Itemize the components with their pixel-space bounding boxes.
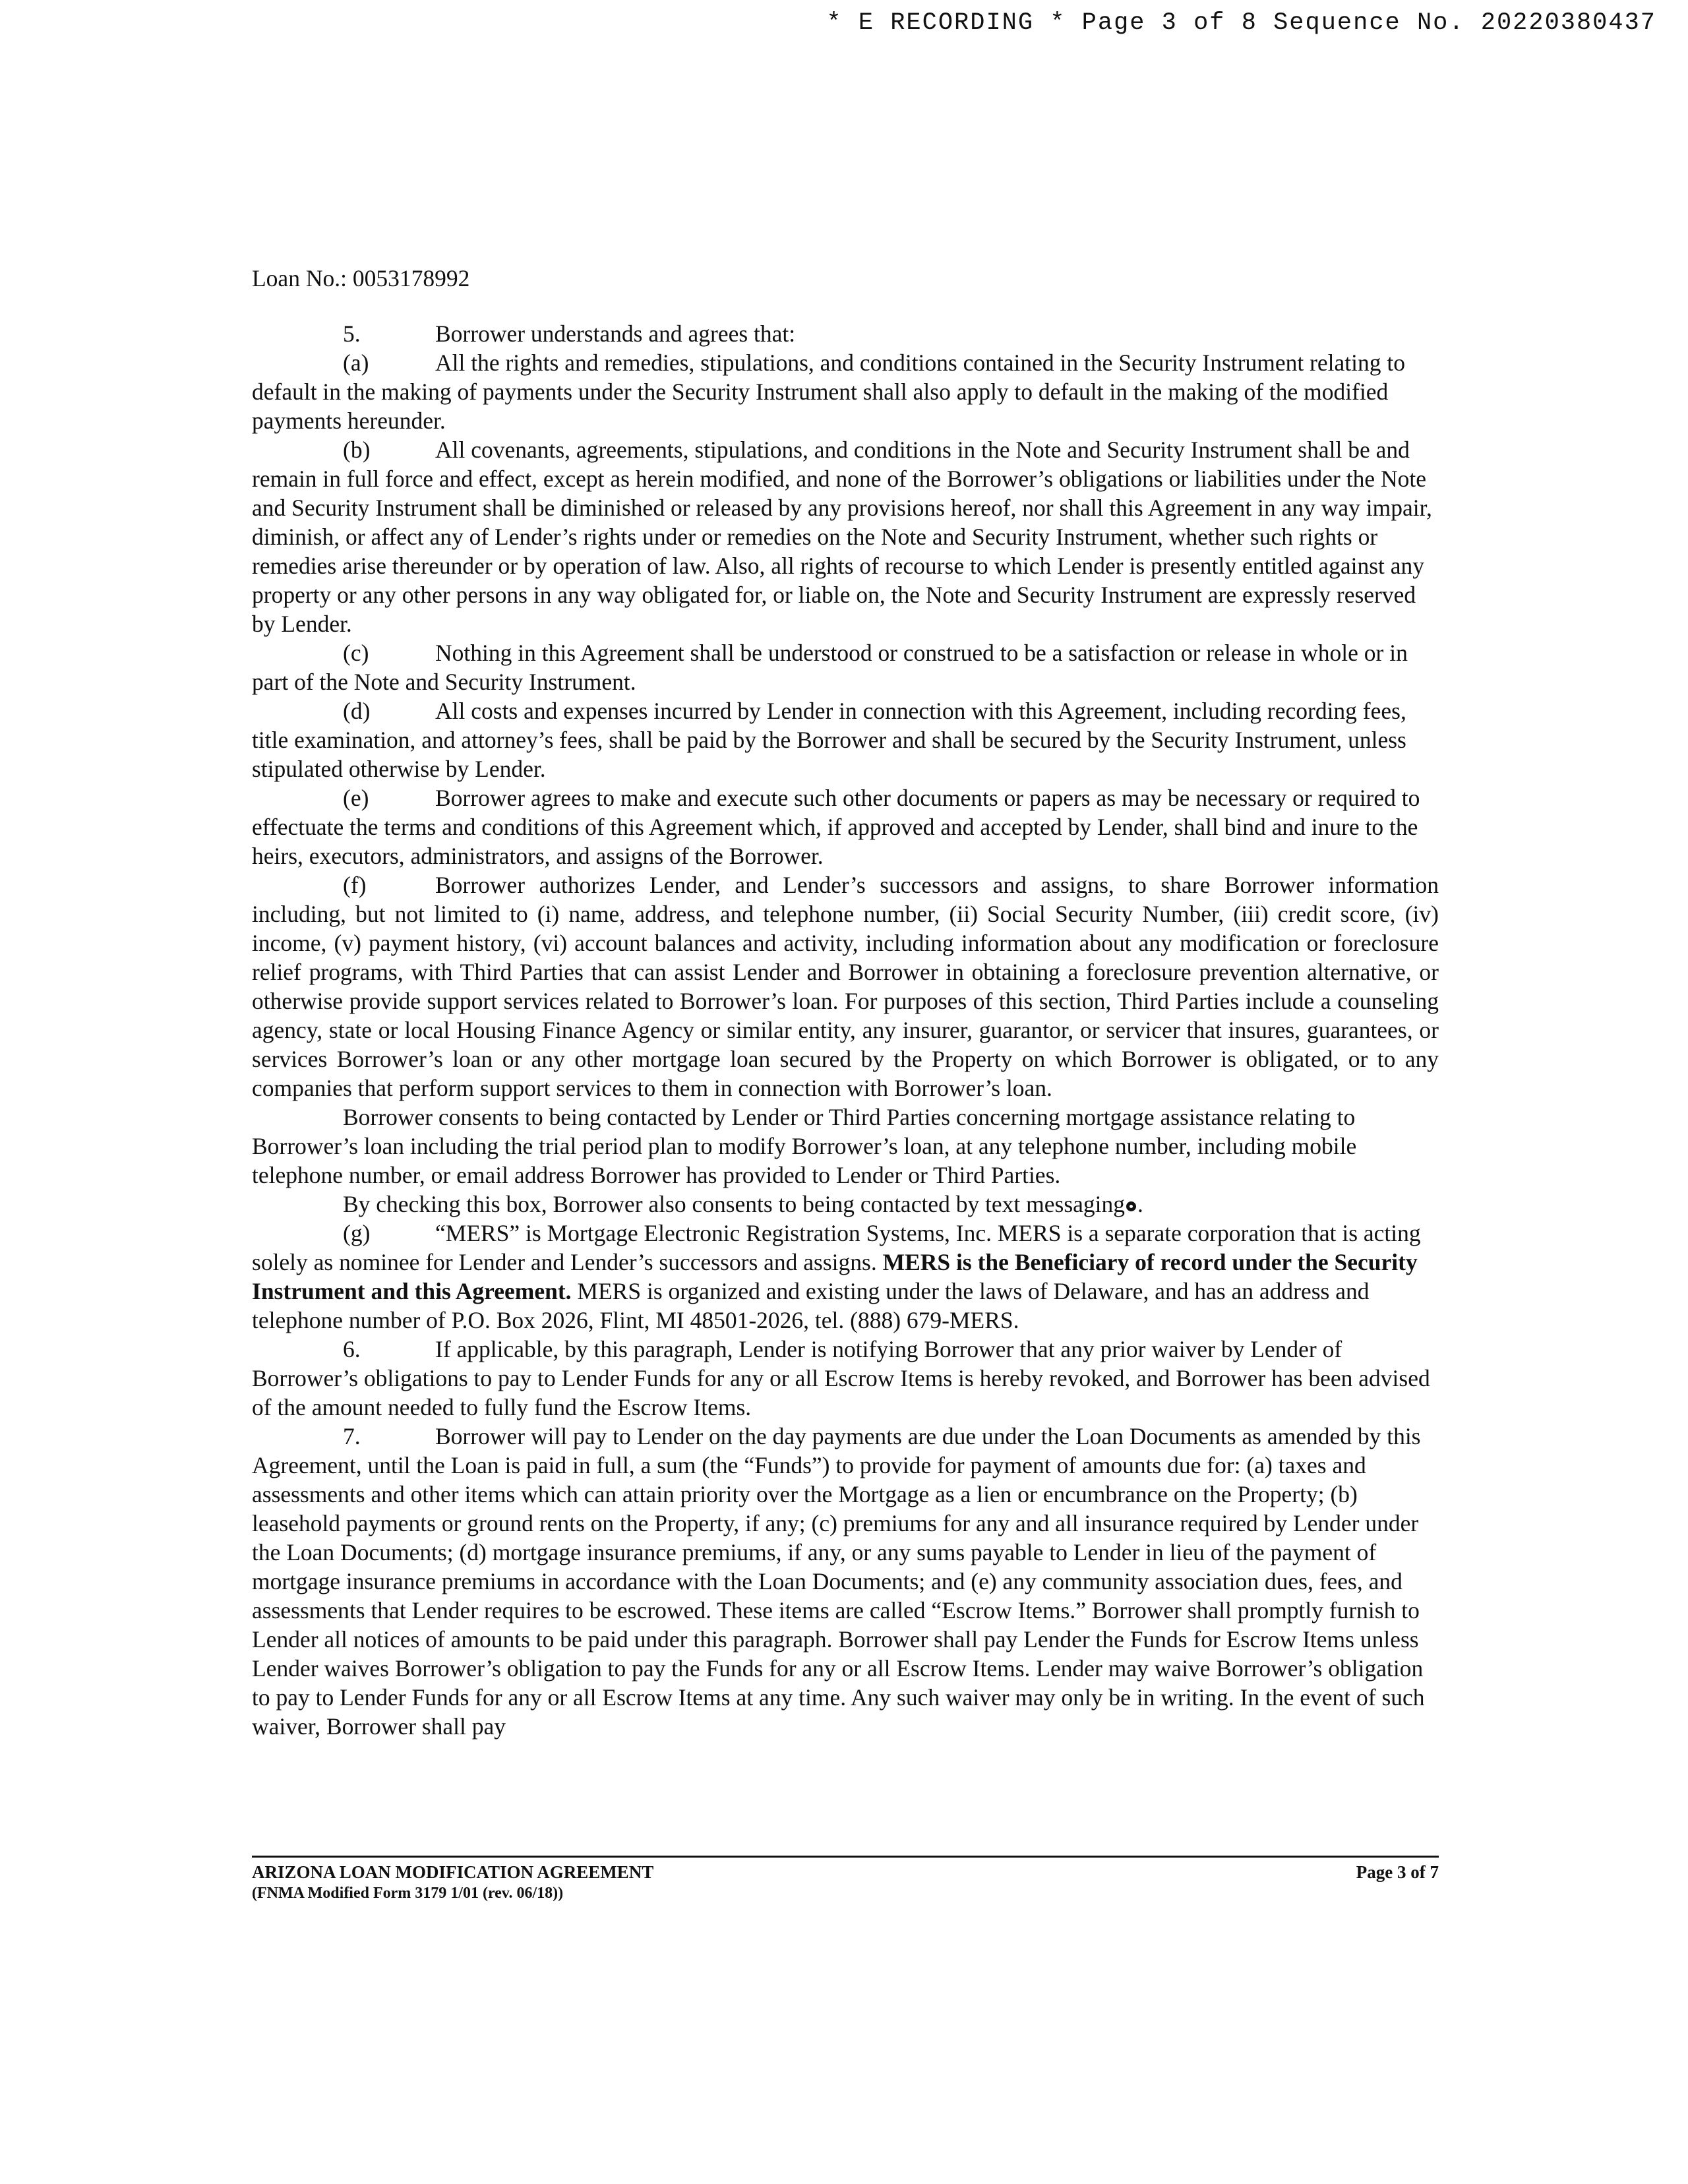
paragraph-5g [252, 1219, 1439, 1335]
paragraph-text: Borrower will pay to Lender on the day payments are due under the Loan Documents as amended by this Agreement, until the Loan is paid in full, a sum (the “Funds”) to provide for payment of amounts due for: (a) taxes and assessments and other items which can attain priority over the Mortgage as a lien or encumbrance on the Property; (b) leasehold payments or ground rents on the Property, if any; (c) premiums for any and all insurance required by Lender under the Loan Documents; (d) mortgage insurance premiums, if any, or any sums payable to Lender in lieu of the payment of mortgage insurance premiums in accordance with the Loan Documents; and (e) any community association dues, fees, and assessments that Lender requires to be escrowed. These items are called “Escrow Items.” Borrower shall promptly furnish to Lender all notices of amounts to be paid under this paragraph. Borrower shall pay Lender the Funds for Escrow Items unless Lender waives Borrower’s obligation to pay the Funds for any or all Escrow Items. Lender may waive Borrower’s obligation to pay to Lender Funds for any or all Escrow Items at any time. Any such waiver may only be in writing. In the event of such waiver, Borrower shall pay [252, 1423, 1425, 1740]
footer-page-number: Page 3 of 7 [1356, 1862, 1439, 1882]
paragraph-bold-text: MERS is the Beneficiary of record under the Security Instrument and this Agreement. [252, 1249, 1418, 1304]
paragraph-number: 7. [343, 1423, 361, 1449]
paragraph-5c [252, 638, 1439, 696]
paragraph-text: Borrower consents to being contacted by Lender or Third Parties concerning mortgage assistance relating to Borrower’s loan including the trial period plan to modify Borrower’s loan, at any telephone number, including mobile telephone number, or email address Borrower has provided to Lender or Third Parties. [252, 1104, 1357, 1188]
paragraph-number: 6. [343, 1336, 361, 1362]
consent-paragraph [252, 1103, 1439, 1190]
paragraph-number: (c) [343, 640, 369, 666]
loan-number: Loan No.: 0053178992 [252, 265, 470, 291]
text-messaging-consent: By checking this box, Borrower also consents to being contacted by text messaging . [343, 1191, 1143, 1217]
paragraph-number: (e) [343, 785, 369, 811]
paragraph-6 [252, 1335, 1439, 1422]
paragraph-text: If applicable, by this paragraph, Lender is notifying Borrower that any prior waiver by Lender of Borrower’s obligations to pay to Lender Funds for any or all Escrow Items is hereby revoked, and Borrower has been advised of the amount needed to fully fund the Escrow Items. [252, 1336, 1430, 1420]
paragraph-5e [252, 783, 1439, 870]
paragraph-7 [252, 1422, 1439, 1741]
paragraph-text: MERS is organized and existing under the laws of Delaware, and has an address and telephone number of P.O. Box 2026, Flint, MI 48501-2026, tel. (888) 679-MERS. [252, 1278, 1370, 1333]
paragraph-5 [252, 319, 1439, 348]
paragraph-text: Borrower authorizes Lender, and Lender’s successors and assigns, to share Borrower information including, but not limited to (i) name, address, and telephone number, (ii) Social Security Number, (iii) credit score, (iv) income, (v) payment history, (vi) account balances and activity, including information about any modification or foreclosure relief programs, with Third Parties that can assist Lender and Borrower in obtaining a foreclosure prevention alternative, or otherwise provide support services related to Borrower’s loan. For purposes of this section, Third Parties include a counseling agency, state or local Housing Finance Agency or similar entity, any insurer, guarantor, or servicer that insures, guarantees, or services Borrower’s loan or any other mortgage loan secured by the Property on which Borrower is obligated, or to any companies that perform support services to them in connection with Borrower’s loan. [252, 872, 1439, 1101]
paragraph-number: (b) [343, 437, 371, 463]
checkbox-label: By checking this box, Borrower also consents to being contacted by text messaging [343, 1191, 1126, 1217]
paragraph-5a [252, 348, 1439, 435]
footer-form-number: (FNMA Modified Form 3179 1/01 (rev. 06/18)) [252, 1885, 564, 1902]
paragraph-number: (a) [343, 349, 369, 376]
page-footer [252, 1856, 1439, 1904]
paragraph-number: (f) [343, 872, 367, 898]
text-consent-checkbox[interactable] [1126, 1201, 1136, 1211]
paragraph-5b [252, 435, 1439, 638]
recording-header: * E RECORDING * Page 3 of 8 Sequence No. 20220380437 [826, 9, 1656, 37]
paragraph-text: All costs and expenses incurred by Lender in connection with this Agreement, including recording fees, title examination, and attorney’s fees, shall be paid by the Borrower and shall be secured by the Security Instrument, unless stipulated otherwise by Lender. [252, 698, 1406, 782]
paragraph-number: (g) [343, 1220, 371, 1246]
paragraph-5d [252, 696, 1439, 783]
paragraph-text: All the rights and remedies, stipulations, and conditions contained in the Security Instrument relating to default in the making of payments under the Security Instrument shall also apply to default in the making of the modified payments hereunder. [252, 349, 1405, 434]
paragraph-text: Nothing in this Agreement shall be understood or construed to be a satisfaction or release in whole or in part of the Note and Security Instrument. [252, 640, 1408, 695]
paragraph-text: “MERS” is Mortgage Electronic Registration Systems, Inc. MERS is a separate corporation that is acting solely as nominee for Lender and Lender’s successors and assigns. [252, 1220, 1421, 1275]
paragraph-text: All covenants, agreements, stipulations, and conditions in the Note and Security Instrument shall be and remain in full force and effect, except as herein modified, and none of the Borrower’s obligations or liabilities under the Note and Security Instrument shall be diminished or released by any provisions hereof, nor shall this Agreement in any way impair, diminish, or affect any of Lender’s rights under or remedies on the Note and Security Instrument, whether such rights or remedies arise thereunder or by operation of law. Also, all rights of recourse to which Lender is presently entitled against any property or any other persons in any way obligated for, or liable on, the Note and Security Instrument are expressly reserved by Lender. [252, 437, 1432, 637]
document-body [252, 264, 1439, 1741]
paragraph-5f [252, 870, 1439, 1103]
paragraph-number: 5. [343, 320, 361, 347]
paragraph-text: Borrower agrees to make and execute such other documents or papers as may be necessary or required to effectuate the terms and conditions of this Agreement which, if approved and accepted by Lender, shall bind and inure to the heirs, executors, administrators, and assigns of the Borrower. [252, 785, 1420, 869]
paragraph-text: Borrower understands and agrees that: [435, 320, 796, 347]
footer-title: ARIZONA LOAN MODIFICATION AGREEMENT [252, 1862, 654, 1882]
paragraph-number: (d) [343, 698, 371, 724]
